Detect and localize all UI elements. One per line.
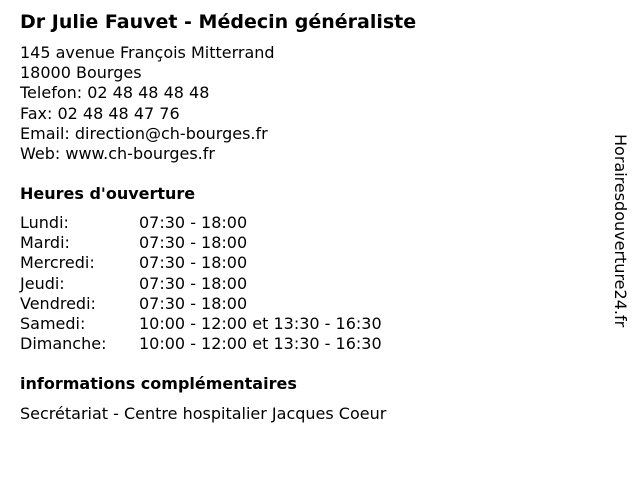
site-watermark: Horairesdouverture24.fr [611,134,630,328]
hours-time: 07:30 - 18:00 [139,233,248,253]
hours-time: 10:00 - 12:00 et 13:30 - 16:30 [139,313,382,333]
contact-block [20,43,275,164]
hours-day: Samedi: [20,313,86,333]
fax-number: Fax: 02 48 48 47 76 [20,103,180,123]
hours-time: 10:00 - 12:00 et 13:30 - 16:30 [139,334,382,354]
website: Web: www.ch-bourges.fr [20,144,215,164]
info-text: Secrétariat - Centre hospitalier Jacques Coeur [20,404,387,423]
hours-day: Mardi: [20,233,70,253]
info-heading: informations complémentaires [20,374,297,393]
phone-number: Telefon: 02 48 48 48 48 [20,83,210,103]
hours-day: Jeudi: [20,273,65,293]
address-line-2: 18000 Bourges [20,63,142,83]
email-address: Email: direction@ch-bourges.fr [20,123,268,143]
hours-day: Dimanche: [20,334,107,354]
hours-time: 07:30 - 18:00 [139,293,248,313]
hours-day: Lundi: [20,213,69,232]
hours-time: 07:30 - 18:00 [139,213,248,232]
hours-day: Vendredi: [20,293,96,313]
hours-time: 07:30 - 18:00 [139,253,248,273]
address-line-1: 145 avenue François Mitterrand [20,43,275,62]
hours-day: Mercredi: [20,253,95,273]
hours-heading: Heures d'ouverture [20,184,196,203]
page-title: Dr Julie Fauvet - Médecin généraliste [20,11,417,33]
hours-time: 07:30 - 18:00 [139,273,248,293]
